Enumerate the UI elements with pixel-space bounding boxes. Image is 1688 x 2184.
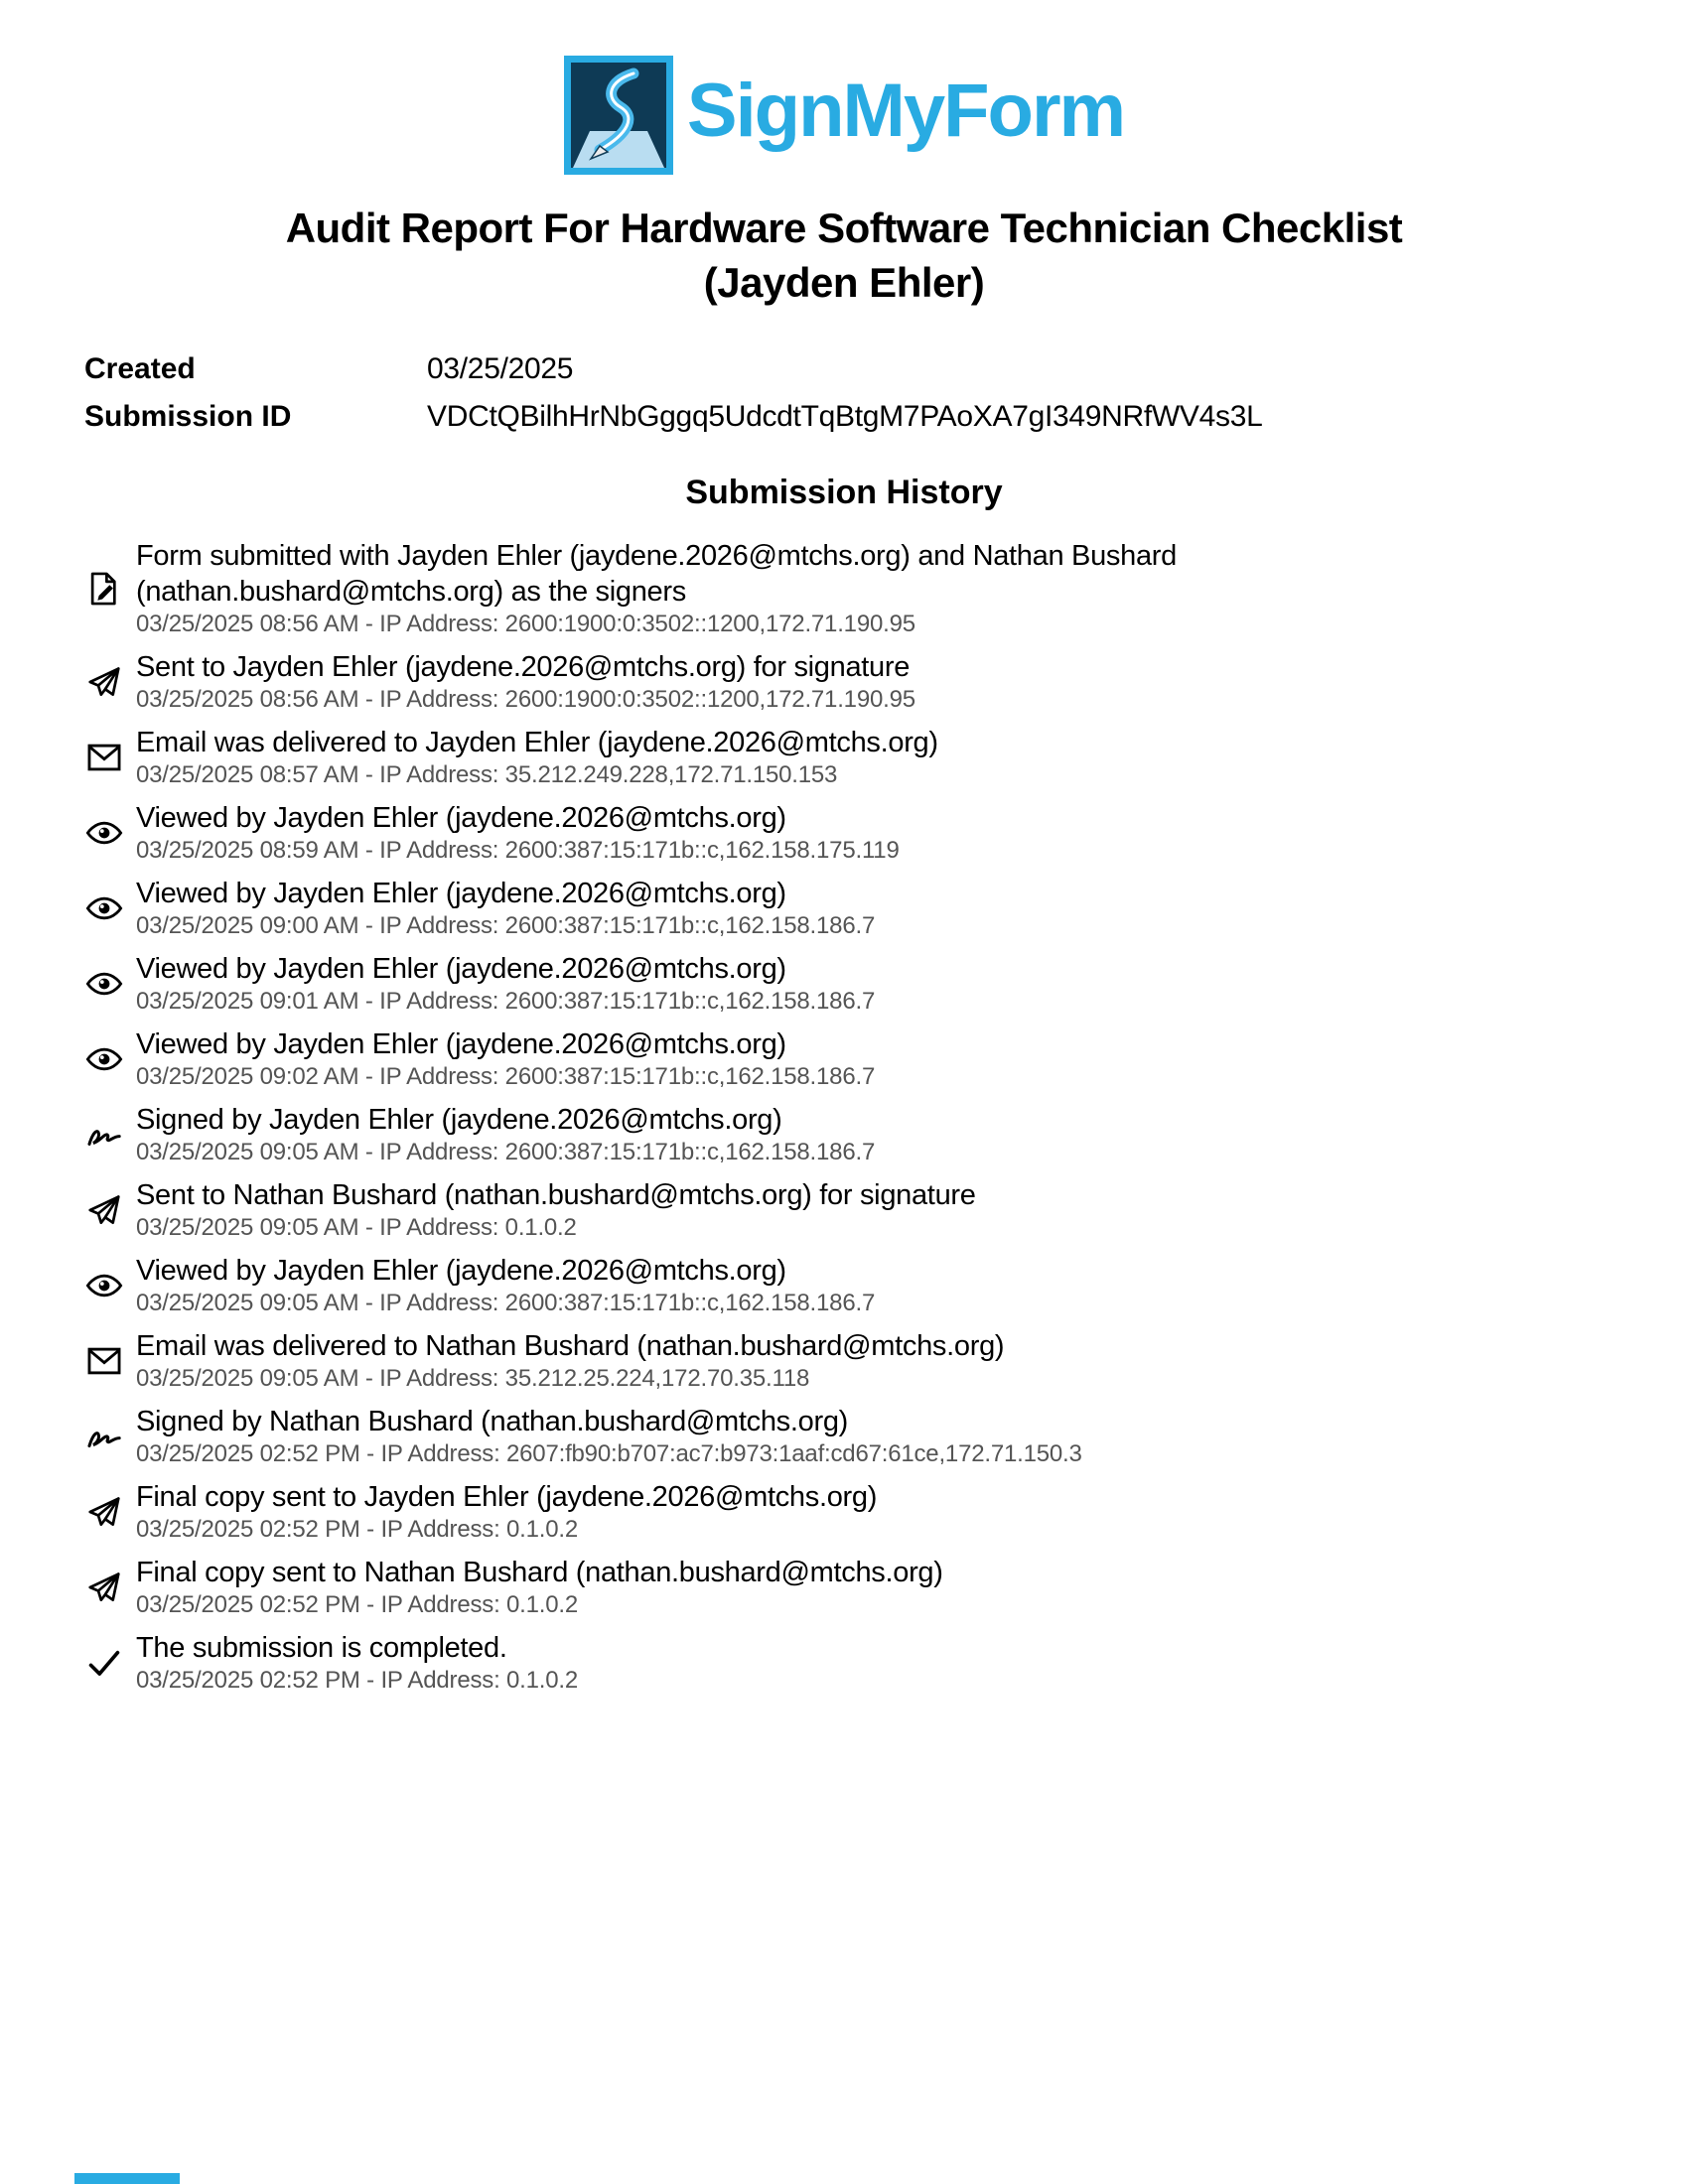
sign-icon — [84, 1115, 124, 1155]
entry-text: Viewed by Jayden Ehler (jaydene.2026@mtchs.org) — [136, 952, 786, 985]
entry-text: Viewed by Jayden Ehler (jaydene.2026@mtchs.org) — [136, 801, 786, 834]
entry-timestamp: 03/25/2025 09:01 AM - IP Address: 2600:387:15:171b::c,162.158.186.7 — [136, 987, 876, 1015]
entry-timestamp: 03/25/2025 08:57 AM - IP Address: 35.212.249.228,172.71.150.153 — [136, 760, 838, 788]
submission-history-heading: Submission History — [685, 473, 1003, 511]
entry-timestamp: 03/25/2025 02:52 PM - IP Address: 0.1.0.2 — [136, 1515, 578, 1543]
check-icon — [84, 1643, 124, 1683]
history-entry — [84, 1328, 1604, 1394]
history-entry — [84, 1177, 1604, 1243]
signmyform-logo — [0, 0, 1688, 175]
history-entry — [84, 725, 1604, 790]
form-submit-icon — [84, 569, 124, 609]
page-title — [0, 201, 1688, 311]
entry-timestamp: 03/25/2025 08:56 AM - IP Address: 2600:1900:0:3502::1200,172.71.190.95 — [136, 685, 915, 713]
entry-text: Final copy sent to Jayden Ehler (jaydene.2026@mtchs.org) — [136, 1480, 878, 1513]
entry-timestamp: 03/25/2025 09:05 AM - IP Address: 2600:387:15:171b::c,162.158.186.7 — [136, 1138, 876, 1165]
history-entry — [84, 1102, 1604, 1167]
page-title-line2: (Jayden Ehler) — [703, 259, 985, 307]
history-entry — [84, 1555, 1604, 1620]
entry-timestamp: 03/25/2025 08:56 AM - IP Address: 2600:1900:0:3502::1200,172.71.190.95 — [136, 610, 915, 637]
entry-timestamp: 03/25/2025 02:52 PM - IP Address: 2607:fb90:b707:ac7:b973:1aaf:cd67:61ce,172.71.150.3 — [136, 1439, 1082, 1467]
submission-id-value: VDCtQBilhHrNbGggq5UdcdtTqBtgM7PAoXA7gI349NRfWV4s3L — [427, 399, 1263, 433]
submission-meta — [84, 352, 1604, 434]
entry-text: Form submitted with Jayden Ehler (jaydene.2026@mtchs.org) and Nathan Bushard (nathan.bushard@mtchs.org) as the signers — [136, 539, 1177, 608]
history-entry — [84, 649, 1604, 715]
history-entry — [84, 1026, 1604, 1092]
next-page-logo-peek — [74, 2173, 180, 2184]
entry-text: Viewed by Jayden Ehler (jaydene.2026@mtchs.org) — [136, 1254, 786, 1287]
submission-history-list — [84, 538, 1604, 1696]
page-title-line1: Audit Report For Hardware Software Technician Checklist — [285, 205, 1403, 251]
history-entry — [84, 1479, 1604, 1545]
view-icon — [84, 1266, 124, 1305]
entry-timestamp: 03/25/2025 02:52 PM - IP Address: 0.1.0.2 — [136, 1590, 578, 1618]
sign-icon — [84, 1417, 124, 1456]
entry-text: Final copy sent to Nathan Bushard (nathan.bushard@mtchs.org) — [136, 1556, 943, 1588]
entry-text: Viewed by Jayden Ehler (jaydene.2026@mtchs.org) — [136, 1027, 786, 1060]
created-value: 03/25/2025 — [427, 351, 574, 385]
signmyform-pen-logo-icon — [564, 56, 673, 175]
entry-timestamp: 03/25/2025 02:52 PM - IP Address: 0.1.0.2 — [136, 1666, 578, 1694]
entry-timestamp: 03/25/2025 09:05 AM - IP Address: 0.1.0.2 — [136, 1213, 577, 1241]
email-icon — [84, 1341, 124, 1381]
send-icon — [84, 1492, 124, 1532]
view-icon — [84, 1039, 124, 1079]
entry-text: Email was delivered to Nathan Bushard (nathan.bushard@mtchs.org) — [136, 1329, 1005, 1362]
view-icon — [84, 964, 124, 1004]
entry-text: Email was delivered to Jayden Ehler (jaydene.2026@mtchs.org) — [136, 726, 938, 758]
view-icon — [84, 813, 124, 853]
history-entry — [84, 1630, 1604, 1696]
entry-timestamp: 03/25/2025 08:59 AM - IP Address: 2600:387:15:171b::c,162.158.175.119 — [136, 836, 900, 864]
history-entry — [84, 1253, 1604, 1318]
entry-text: Signed by Jayden Ehler (jaydene.2026@mtchs.org) — [136, 1103, 782, 1136]
entry-timestamp: 03/25/2025 09:02 AM - IP Address: 2600:387:15:171b::c,162.158.186.7 — [136, 1062, 876, 1090]
history-entry — [84, 951, 1604, 1017]
brand-name: SignMyForm — [686, 68, 1125, 153]
entry-text: Sent to Jayden Ehler (jaydene.2026@mtchs.org) for signature — [136, 650, 911, 683]
entry-text: Sent to Nathan Bushard (nathan.bushard@mtchs.org) for signature — [136, 1178, 976, 1211]
submission-id-row — [84, 400, 1604, 434]
email-icon — [84, 738, 124, 777]
view-icon — [84, 888, 124, 928]
history-entry — [84, 800, 1604, 866]
entry-text: The submission is completed. — [136, 1631, 507, 1664]
submission-id-label: Submission ID — [84, 399, 292, 433]
send-icon — [84, 662, 124, 702]
entry-timestamp: 03/25/2025 09:05 AM - IP Address: 2600:387:15:171b::c,162.158.186.7 — [136, 1289, 876, 1316]
send-icon — [84, 1568, 124, 1607]
send-icon — [84, 1190, 124, 1230]
history-entry — [84, 538, 1604, 639]
created-label: Created — [84, 351, 196, 385]
entry-timestamp: 03/25/2025 09:05 AM - IP Address: 35.212.25.224,172.70.35.118 — [136, 1364, 810, 1392]
entry-text: Signed by Nathan Bushard (nathan.bushard@mtchs.org) — [136, 1405, 849, 1437]
history-entry — [84, 1404, 1604, 1469]
created-row — [84, 352, 1604, 386]
entry-text: Viewed by Jayden Ehler (jaydene.2026@mtchs.org) — [136, 877, 786, 909]
entry-timestamp: 03/25/2025 09:00 AM - IP Address: 2600:387:15:171b::c,162.158.186.7 — [136, 911, 876, 939]
history-entry — [84, 876, 1604, 941]
